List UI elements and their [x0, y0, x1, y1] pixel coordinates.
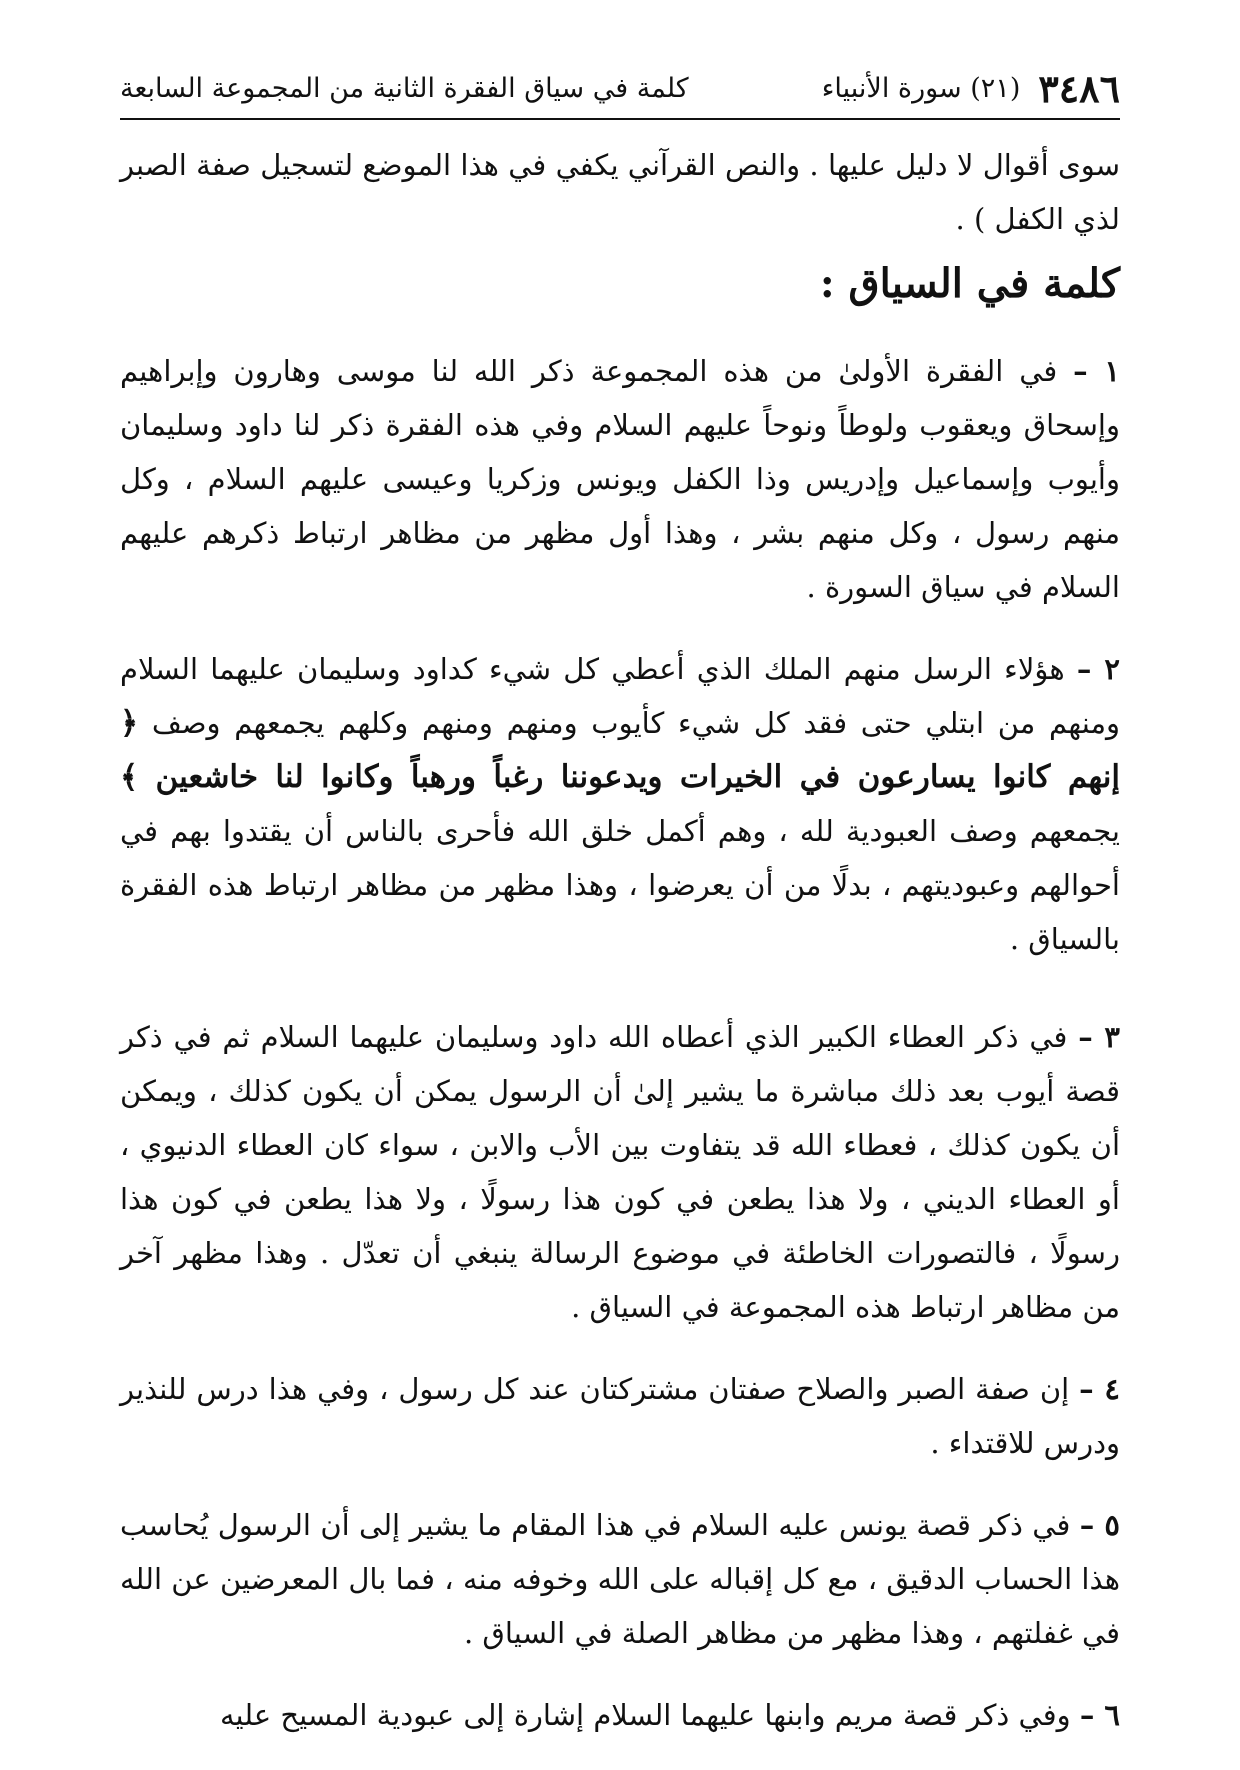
- paragraph-number: ٥ –: [1079, 1508, 1120, 1542]
- paragraph-1: [120, 344, 1120, 614]
- paragraph-text: إن صفة الصبر والصلاح صفتان مشتركتان عند كل رسول ، وفي هذا درس للنذير ودرس للاقتداء .: [120, 1372, 1120, 1460]
- paragraph-number: ٤ –: [1079, 1372, 1120, 1406]
- paragraph-6: [120, 1688, 1120, 1742]
- paragraph-number: ٦ –: [1079, 1698, 1120, 1732]
- paragraph-text: في ذكر العطاء الكبير الذي أعطاه الله داود وسليمان عليهما السلام ثم في ذكر قصة أيوب بعد ذلك مباشرة ما يشير إلىٰ أن الرسول يمكن أن يكون كذلك ، ويمكن أن يكون كذلك ، فعطاء الله قد يتفاوت بين الأب والابن ، سواء كان العطاء الدنيوي ، أو العطاء الديني ، ولا هذا يطعن في كون هذا رسولًا ، ولا هذا يطعن في كون هذا رسولًا ، فالتصورات الخاطئة في موضوع الرسالة ينبغي أن تعدّل . وهذا مظهر آخر من مظاهر ارتباط هذه المجموعة في السياق .: [120, 1020, 1120, 1324]
- running-section-title: كلمة في سياق الفقرة الثانية من المجموعة السابعة: [120, 72, 689, 104]
- paragraph-number: ١ –: [1073, 354, 1120, 388]
- paragraph-text: يجمعهم وصف العبودية لله ، وهم أكمل خلق الله فأحرى بالناس أن يقتدوا بهم في أحوالهم وعبوديتهم ، بدلًا من أن يعرضوا ، وهذا مظهر من مظاهر ارتباط هذه الفقرة بالسياق .: [120, 814, 1120, 956]
- paragraph-4: [120, 1362, 1120, 1470]
- paragraph-2: [120, 642, 1120, 966]
- surah-name: (٢١) سورة الأنبياء: [821, 72, 1021, 104]
- header-right-group: [822, 66, 1120, 111]
- page-number: ٣٤٨٦: [1038, 65, 1120, 111]
- page-content: [120, 138, 1120, 1770]
- quran-verse: ﴿ إنهم كانوا يسارعون في الخيرات ويدعوننا رغباً ورهباً وكانوا لنا خاشعين ﴾: [120, 705, 1120, 795]
- paragraph-text: وفي ذكر قصة مريم وابنها عليهما السلام إشارة إلى عبودية المسيح عليه: [220, 1698, 1080, 1732]
- paragraph-text: في ذكر قصة يونس عليه السلام في هذا المقام ما يشير إلى أن الرسول يُحاسب هذا الحساب الدقيق ، مع كل إقباله على الله وخوفه منه ، فما بال المعرضين عن الله في غفلتهم ، وهذا مظهر من مظاهر الصلة في السياق .: [120, 1508, 1120, 1650]
- paragraph-number: ٣ –: [1078, 1020, 1120, 1054]
- intro-paragraph: سوى أقوال لا دليل عليها . والنص القرآني يكفي في هذا الموضع لتسجيل صفة الصبر لذي الكفل ) .: [120, 148, 1120, 236]
- paragraph-3: [120, 1010, 1120, 1334]
- paragraph-text: في الفقرة الأولىٰ من هذه المجموعة ذكر الله لنا موسى وهارون وإبراهيم وإسحاق ويعقوب ولوطاً ونوحاً عليهم السلام وفي هذه الفقرة ذكر لنا داود وسليمان وأيوب وإسماعيل وإدريس وذا الكفل ويونس وزكريا وعيسى عليهم السلام ، وكل منهم رسول ، وكل منهم بشر ، وهذا أول مظهر من مظاهر ارتباط ذكرهم عليهم السلام في سياق السورة .: [120, 354, 1120, 604]
- running-header: [120, 58, 1120, 120]
- paragraph-text: هؤلاء الرسل منهم الملك الذي أعطي كل شيء كداود وسليمان عليهما السلام ومنهم من ابتلي حتى فقد كل شيء كأيوب ومنهم ومنهم وكلهم يجمعهم وصف: [120, 652, 1120, 740]
- section-heading: كلمة في السياق :: [819, 260, 1120, 307]
- paragraph-5: [120, 1498, 1120, 1660]
- paragraph-number: ٢ –: [1076, 652, 1120, 686]
